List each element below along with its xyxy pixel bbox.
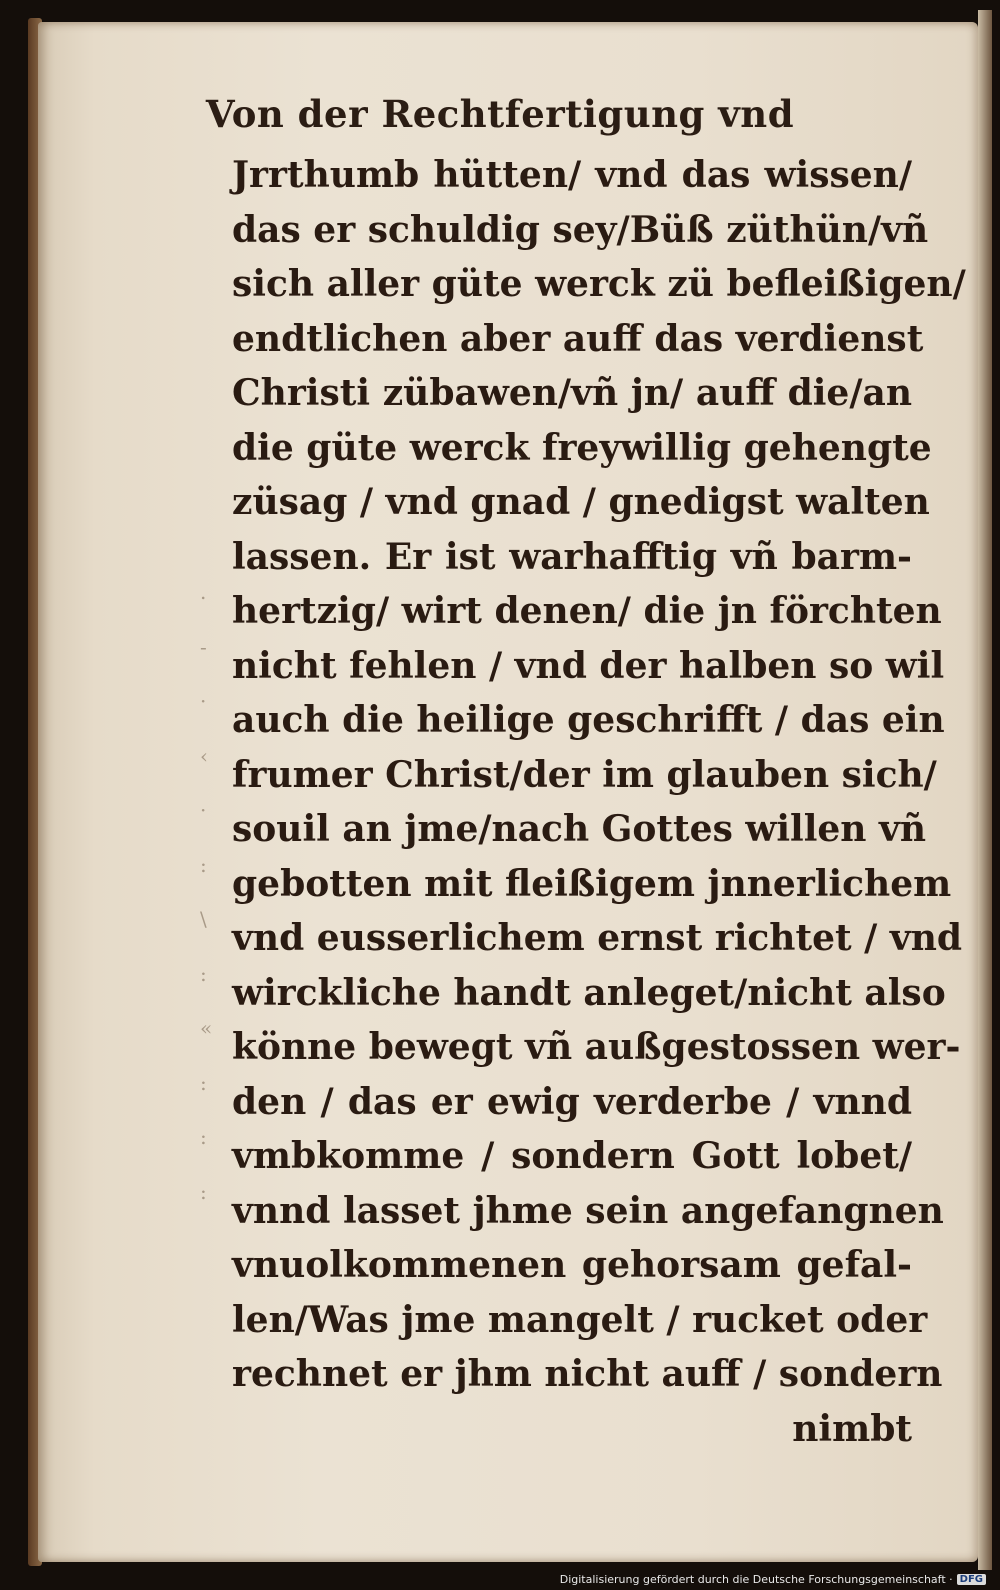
text-line: gebotten mit fleißigem jnnerlichem	[232, 862, 952, 905]
text-line: auch die heilige geschrifft / das ein	[232, 699, 945, 741]
text-line: den / das er ewig verderbe / vnnd	[232, 1080, 912, 1123]
text-line: len/Was jme mangelt / rucket oder	[232, 1298, 928, 1341]
text-line: züsag / vnd gnad / gnedigst walten	[232, 481, 930, 523]
page-edge	[978, 10, 992, 1570]
text-line: nicht fehlen / vnd der halben so wil	[232, 644, 945, 687]
text-line: Jrrthumb hütten/ vnd das wissen/	[232, 154, 912, 196]
text-line: frumer Christ/der im glauben sich/	[232, 753, 937, 796]
text-line: Christi zübawen/vñ jn/ auff die/an	[232, 372, 912, 414]
text-line: wirckliche handt anleget/nicht also	[232, 971, 946, 1014]
text-line: vnuolkommenen gehorsam gefal-	[232, 1244, 912, 1286]
body-text	[232, 148, 966, 1456]
text-line: das er schuldig sey/Büß züthün/vñ	[232, 208, 929, 251]
catchword: nimbt	[792, 1407, 912, 1450]
page-heading: Von der Rechtfertigung vnd	[205, 92, 795, 136]
margin-marks: . - · ‹ · : \ : « : : :	[200, 580, 213, 1204]
text-line: sich aller güte werck zü befleißigen/	[232, 263, 966, 305]
text-line: vnd eusserlichem ernst richtet / vnd	[232, 917, 963, 959]
dfg-logo: DFG	[957, 1574, 986, 1585]
text-line: vmbkomme / sondern Gott lobet/	[232, 1135, 912, 1177]
text-line: hertzig/ wirt denen/ die jn förchten	[232, 590, 942, 632]
text-line: rechnet er jhm nicht auff / sondern	[232, 1353, 943, 1395]
text-line: die güte werck freywillig gehengte	[232, 426, 932, 469]
text-line: könne bewegt vñ außgestossen wer-	[232, 1026, 961, 1068]
digitization-credit	[560, 1573, 986, 1586]
text-line: endtlichen aber auff das verdienst	[232, 317, 924, 360]
credit-text: Digitalisierung gefördert durch die Deutsche Forschungsgemeinschaft ·	[559, 1573, 953, 1586]
text-line: lassen. Er ist warhafftig vñ barm-	[232, 535, 912, 578]
text-line: vnnd lasset jhme sein angefangnen	[232, 1189, 944, 1232]
text-line: souil an jme/nach Gottes willen vñ	[232, 808, 927, 850]
